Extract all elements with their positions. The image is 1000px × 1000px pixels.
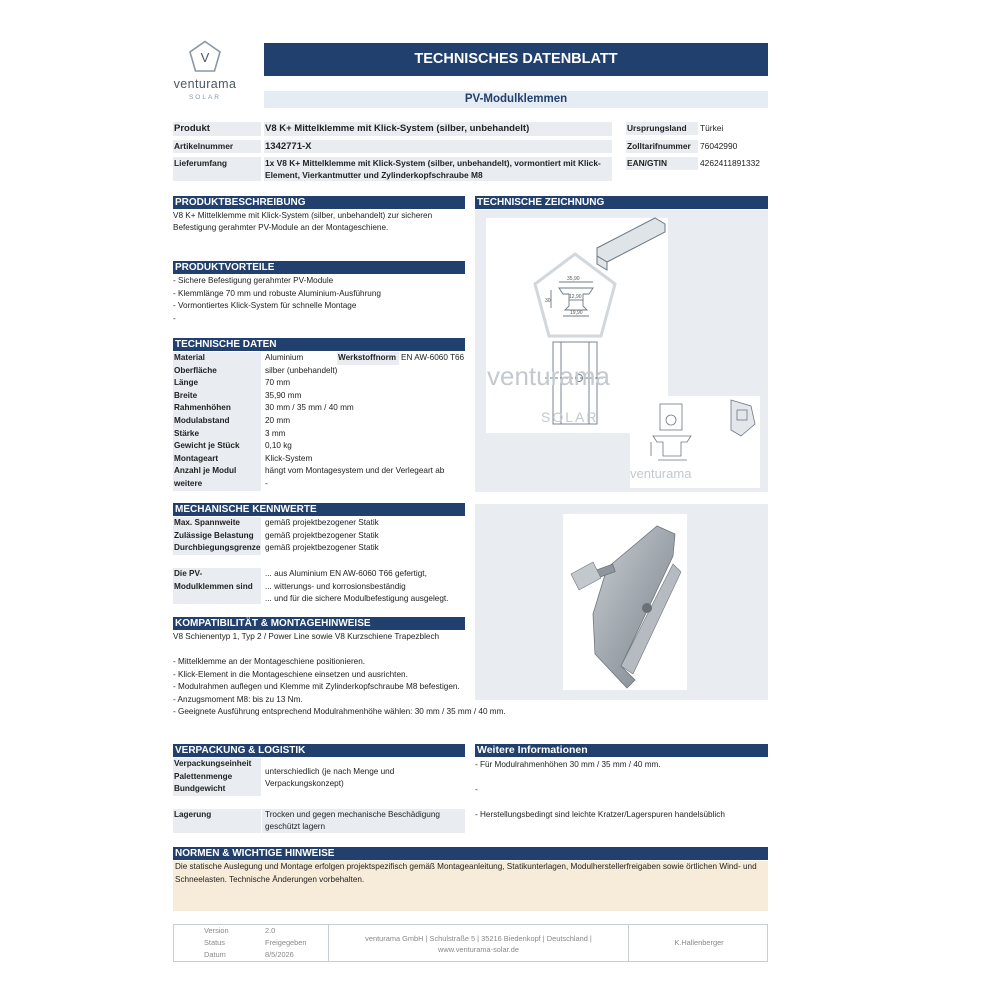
daten-label-breite: Breite	[173, 390, 261, 403]
daten-value-modulabstand: 20 mm	[265, 416, 291, 425]
zoll-label: Zolltarifnummer	[626, 140, 698, 153]
verpackung-label: Verpackungseinheit	[174, 759, 252, 768]
normen-text: Die statische Auslegung und Montage erfolgen projektspezifisch gemäß Montageanleitung, Statikunterlagen, Modulherstellerfreigaben sowie örtlichen Wind- und Schneelasten. Technische Änderungen vorbehalten.	[173, 861, 768, 911]
mechanik-label-spannweite: Max. Spannweite	[173, 517, 261, 530]
verpackung-labels	[173, 758, 261, 796]
footer	[173, 924, 768, 962]
footer-version-label: Version	[204, 926, 229, 935]
weitere-item: -	[475, 785, 478, 794]
kompat-line: V8 Schienentyp 1, Typ 2 / Power Line sowie V8 Kurzschiene Trapezblech	[173, 632, 440, 641]
footer-author: K.Hallenberger	[674, 938, 724, 947]
page-title: TECHNISCHES DATENBLATT	[264, 43, 768, 76]
weitere-item: - Für Modulrahmenhöhen 30 mm / 35 mm / 40 mm.	[475, 760, 661, 769]
beschreibung-text: V8 K+ Mittelklemme mit Klick-System (silber, unbehandelt) zur sicheren Befestigung gerahmter PV-Module an der Montageschiene.	[173, 211, 433, 232]
daten-value-laenge: 70 mm	[265, 378, 291, 388]
pv-list	[265, 568, 465, 606]
daten-label-weitere: weitere	[173, 478, 261, 491]
daten-value-weitere: -	[265, 479, 268, 488]
montage-step: - Klick-Element in die Montageschiene einsetzen und ausrichten.	[173, 669, 408, 679]
footer-datum-value: 8/5/2026	[265, 950, 294, 959]
daten-value-gewicht: 0,10 kg	[265, 441, 292, 451]
footer-website-link[interactable]: www.venturama-solar.de	[438, 945, 519, 954]
footer-datum-label: Datum	[204, 950, 226, 959]
watermark-name: venturama	[487, 361, 610, 391]
ean-value: 4262411891332	[700, 158, 760, 168]
daten-value-staerke: 3 mm	[265, 428, 286, 438]
pv-item: ... witterungs- und korrosionsbeständig	[265, 581, 406, 591]
ursprung-label: Ursprungsland	[626, 122, 698, 135]
footer-company-address: venturama GmbH | Schulstraße 5 | 35216 Biedenkopf | Deutschland |	[365, 934, 592, 943]
lagerung-value: Trocken und gegen mechanische Beschädigung geschützt lagern	[262, 809, 465, 833]
daten-heading: TECHNISCHE DATEN	[173, 338, 465, 351]
artikel-value: 1342771-X	[264, 140, 612, 153]
montage-step: - Modulrahmen auflegen und Klemme mit Zylinderkopfschraube M8 befestigen.	[173, 682, 460, 692]
daten-value-anzahl: hängt vom Montagesystem und der Verlegeart ab	[265, 466, 445, 476]
footer-status-label: Status	[204, 938, 225, 947]
daten-label-material: Material	[173, 352, 261, 365]
daten-label-oberflaeche: Oberfläche	[173, 365, 261, 378]
montage-steps	[173, 656, 768, 719]
vorteile-list	[173, 275, 465, 325]
daten-label-laenge: Länge	[173, 377, 261, 390]
technical-drawing	[475, 210, 768, 492]
footer-company	[329, 925, 629, 961]
weitere-item: - Herstellungsbedingt sind leichte Kratzer/Lagerspuren handelsüblich	[475, 810, 725, 819]
dim-side-label: 30	[545, 298, 551, 304]
ursprung-value: Türkei	[700, 123, 724, 133]
daten-label-rahmenhoehen: Rahmenhöhen	[173, 402, 261, 415]
footer-meta	[174, 925, 329, 961]
vorteil-item: - Klemmlänge 70 mm und robuste Aluminium-Ausführung	[173, 288, 381, 298]
vorteil-item: - Vormontiertes Klick-System für schnelle Montage	[173, 301, 357, 310]
dim-top-label: 35,90	[567, 276, 580, 282]
pv-item: ... aus Aluminium EN AW-6060 T66 gefertigt,	[265, 569, 427, 578]
daten-value-material: Aluminium	[265, 353, 304, 362]
produkt-label: Produkt	[173, 122, 261, 136]
daten-value-breite: 35,90 mm	[265, 390, 302, 400]
werkstoff-value: EN AW-6060 T66	[401, 353, 465, 362]
daten-label-montageart: Montageart	[173, 453, 261, 466]
verpackung-label: Palettenmenge	[174, 771, 233, 781]
lagerung-label: Lagerung	[173, 809, 261, 833]
mechanik-label-belastung: Zulässige Belastung	[173, 530, 261, 543]
liefer-value: 1x V8 K+ Mittelklemme mit Klick-System (silber, unbehandelt), vormontiert mit Klick-Element, Vierkantmutter und Zylinderkopfschraube M8	[264, 157, 612, 181]
vorteile-heading: PRODUKTVORTEILE	[173, 261, 465, 274]
daten-label-staerke: Stärke	[173, 428, 261, 441]
logo-pentagon-icon	[188, 40, 222, 74]
drawing-canvas	[475, 210, 768, 492]
liefer-label: Lieferumfang	[173, 157, 261, 181]
daten-value-oberflaeche: silber (unbehandelt)	[265, 365, 338, 375]
dim-bottom-label: 19,90	[570, 310, 583, 316]
svg-text:V: V	[200, 50, 210, 65]
daten-label-gewicht: Gewicht je Stück	[173, 440, 261, 453]
verpackung-heading: VERPACKUNG & LOGISTIK	[173, 744, 465, 757]
watermark-sub: SOLAR	[541, 409, 599, 425]
normen-heading: NORMEN & WICHTIGE HINWEISE	[173, 847, 768, 860]
mechanik-value-durchbiegung: gemäß projektbezogener Statik	[265, 543, 379, 553]
mechanik-value-spannweite: gemäß projektbezogener Statik	[265, 518, 379, 527]
daten-value-montageart: Klick-System	[265, 453, 313, 463]
produkt-value: V8 K+ Mittelklemme mit Klick-System (silber, unbehandelt)	[264, 122, 612, 136]
montage-step: - Anzugsmoment M8: bis zu 13 Nm.	[173, 694, 303, 704]
zoll-value: 76042990	[700, 141, 738, 151]
dim-mid-label: 12,90	[569, 294, 582, 300]
verpackung-value: unterschiedlich (je nach Menge und Verpackungskonzept)	[265, 767, 395, 788]
logo-name: venturama	[173, 77, 237, 91]
mechanik-value-belastung: gemäß projektbezogener Statik	[265, 530, 379, 540]
daten-label-modulabstand: Modulabstand	[173, 415, 261, 428]
pv-label: Die PV-Modulklemmen sind	[173, 568, 261, 604]
ean-label: EAN/GTIN	[626, 157, 698, 170]
logo-sub: SOLAR	[188, 94, 222, 102]
verpackung-label: Bundgewicht	[174, 784, 226, 793]
vorteil-item: -	[173, 313, 176, 323]
mechanik-heading: MECHANISCHE KENNWERTE	[173, 503, 465, 516]
montage-step: - Mittelklemme an der Montageschiene positionieren.	[173, 657, 366, 666]
weitere-heading: Weitere Informationen	[475, 744, 768, 757]
beschreibung-heading: PRODUKTBESCHREIBUNG	[173, 196, 465, 209]
company-logo	[172, 40, 238, 108]
werkstoff-label: Werkstoffnorm	[337, 352, 399, 365]
daten-value-rahmenhoehen: 30 mm / 35 mm / 40 mm	[265, 403, 354, 413]
page-subtitle: PV-Modulklemmen	[264, 91, 768, 108]
daten-label-anzahl: Anzahl je Modul	[173, 465, 261, 478]
vorteil-item: - Sichere Befestigung gerahmter PV-Module	[173, 276, 334, 285]
artikel-label: Artikelnummer	[173, 140, 261, 153]
watermark-name-small: venturama	[630, 466, 692, 481]
mechanik-label-durchbiegung: Durchbiegungsgrenze	[173, 542, 261, 555]
footer-version-value: 2.0	[265, 926, 276, 935]
montage-step: - Geeignete Ausführung entsprechend Modulrahmenhöhe wählen: 30 mm / 35 mm / 40 mm.	[173, 707, 506, 717]
kompat-heading: KOMPATIBILITÄT & MONTAGEHINWEISE	[173, 617, 465, 630]
pv-item: ... und für die sichere Modulbefestigung ausgelegt.	[265, 594, 449, 603]
footer-status-value: Freigegeben	[265, 938, 307, 947]
zeichnung-heading: TECHNISCHE ZEICHNUNG	[475, 196, 768, 209]
